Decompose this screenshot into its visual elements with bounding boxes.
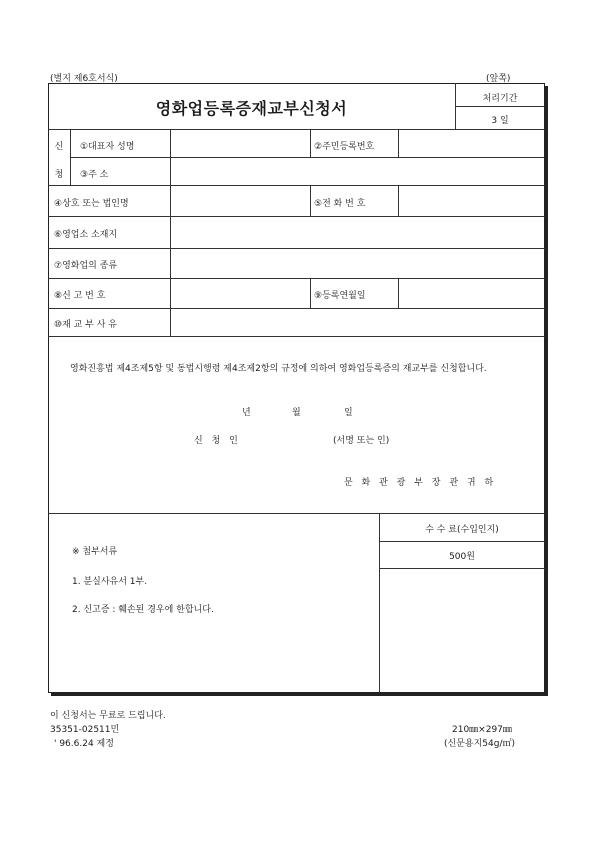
resident-number-field[interactable]: [399, 130, 545, 157]
application-statement: 영화진흥법 제4조제5항 및 동법시행령 제4조제2항의 규정에 의하여 영화업등록증의 재교부를 신청합니다.: [70, 364, 487, 374]
addressee: 문 화 관 광 부 장 관 귀 하: [344, 478, 494, 488]
address-label: ③주 소: [80, 170, 109, 180]
reissue-reason-field[interactable]: [171, 309, 545, 336]
attachment-item-1: 1. 분실사유서 1부.: [72, 577, 148, 587]
free-distribution-note: 이 신청서는 무료로 드립니다.: [50, 711, 166, 721]
company-name-label: ④상호 또는 법인명: [54, 199, 129, 209]
phone-field[interactable]: [399, 186, 545, 216]
registration-date-field[interactable]: [399, 279, 545, 308]
date-day-label: 일: [344, 408, 353, 418]
date-month-label: 월: [292, 408, 301, 418]
processing-period-label: 처리기간: [482, 94, 518, 104]
form-code: 35351-02511민: [50, 725, 120, 735]
business-type-label: ⑦영화업의 종류: [54, 261, 118, 271]
office-location-label: ⑥영업소 소재지: [54, 230, 118, 240]
form-title: 영화업등록증재교부신청서: [155, 99, 348, 118]
reissue-reason-label: ⑩재 교 부 사 유: [54, 320, 117, 330]
date-year-label: 년: [242, 408, 251, 418]
paper-type: (신문용지54g/㎡): [444, 739, 515, 749]
applicant-group-char-2: 청: [54, 170, 64, 180]
enactment-date: ' 96.6.24 제정: [54, 739, 114, 749]
fee-label: 수 수 료(수입인지): [425, 525, 499, 535]
paper-size: 210㎜×297㎜: [452, 725, 512, 735]
business-type-field[interactable]: [171, 249, 545, 278]
address-field[interactable]: [171, 158, 545, 185]
registration-date-label: ⑨등록연월일: [314, 291, 366, 301]
company-name-field[interactable]: [171, 186, 310, 216]
attachment-item-2: 2. 신고증 : 훼손된 경우에 한합니다.: [72, 605, 214, 615]
report-number-field[interactable]: [171, 279, 310, 308]
page-side: (앞쪽): [486, 74, 511, 84]
representative-name-label: ①대표자 성명: [80, 142, 135, 152]
signature-label: (서명 또는 인): [333, 436, 390, 446]
representative-name-field[interactable]: [171, 130, 310, 157]
frame-shadow-bottom: [51, 693, 548, 696]
form-number: (별지 제6호서식): [50, 74, 118, 84]
applicant-label: 신 청 인: [194, 436, 238, 446]
office-location-field[interactable]: [171, 217, 545, 248]
fee-value: 500원: [449, 552, 475, 562]
frame-shadow-right: [545, 86, 548, 696]
resident-number-label: ②주민등록번호: [314, 142, 375, 152]
attachments-title: ※ 첨부서류: [72, 547, 118, 557]
phone-label: ⑤전 화 번 호: [314, 199, 366, 209]
applicant-group-char-1: 신: [54, 142, 64, 152]
report-number-label: ⑧신 고 번 호: [54, 291, 106, 301]
processing-period-value: 3 일: [491, 116, 509, 126]
